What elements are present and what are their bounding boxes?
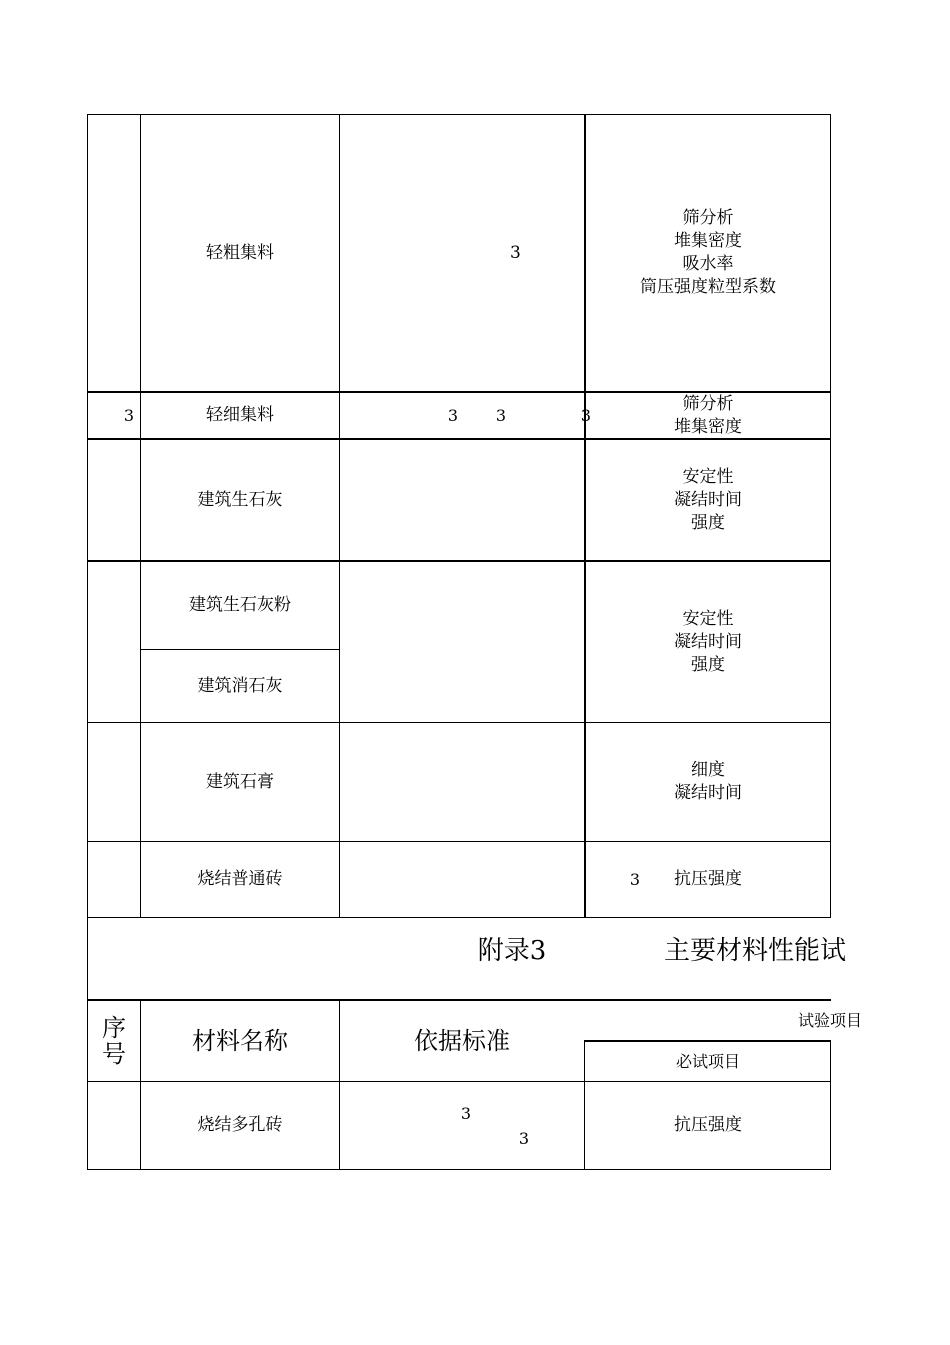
test-item: 安定性: [682, 608, 734, 629]
grid-line: [830, 114, 831, 917]
standard-value: 3: [495, 406, 507, 425]
seq-number: 3: [123, 406, 134, 425]
material-name-cell: [141, 562, 339, 649]
material-name-cell: [141, 440, 339, 560]
grid-line: [87, 114, 88, 917]
test-items-cell: [586, 723, 830, 841]
header-material-name: 材料名称: [192, 1026, 288, 1055]
standard-value: 3: [510, 242, 521, 263]
material-name: 烧结普通砖: [197, 869, 283, 889]
grid-line: [830, 1040, 831, 1169]
test-item: 堆集密度: [674, 231, 742, 251]
material-name-cell: [141, 650, 339, 722]
test-items-cell: [586, 562, 830, 722]
test-item: 吸水率: [682, 254, 734, 274]
test-item: 凝结时间: [674, 631, 742, 652]
test-item: 安定性: [682, 466, 734, 487]
seq-cell: [88, 393, 140, 438]
appendix-label: 附录3: [477, 935, 547, 966]
material-name: 建筑生石灰: [197, 489, 283, 510]
test-items-cell: [586, 115, 830, 391]
test-item: 凝结时间: [674, 783, 742, 803]
material-name: 建筑石膏: [206, 771, 274, 792]
header-test-items: 试验项目: [797, 1010, 862, 1030]
test-item: 堆集密度: [674, 416, 742, 437]
material-name-cell: [141, 723, 339, 841]
standard-value-clipped: 3: [580, 406, 591, 425]
test-items-cell: [586, 440, 830, 560]
standard-cell: [340, 115, 584, 391]
material-name: 建筑消石灰: [197, 675, 283, 696]
standard-value: 3: [460, 1103, 472, 1123]
test-item: 强度: [691, 654, 725, 675]
grid-line: [87, 1169, 831, 1170]
test-item: 抗压强度: [674, 869, 742, 889]
material-name-cell: [141, 393, 339, 438]
appendix-title: 主要材料性能试: [664, 935, 847, 966]
grid-line: [584, 1040, 585, 1169]
standard-value: 3: [447, 406, 459, 425]
material-name: 烧结多孔砖: [197, 1115, 283, 1135]
header-required-tests: 必试项目: [675, 1052, 740, 1071]
material-name-cell: [141, 1082, 339, 1169]
test-item: 凝结时间: [674, 489, 742, 510]
test-item-cell: [660, 842, 756, 917]
test-item: 筛分析: [682, 208, 734, 228]
test-item: 筛分析: [682, 393, 734, 414]
standard-value: 3: [518, 1128, 530, 1148]
test-item: 抗压强度: [674, 1115, 742, 1135]
material-name-cell: [141, 115, 339, 391]
header-standard: 依据标准: [414, 1026, 510, 1055]
material-name: 轻粗集料: [206, 242, 274, 263]
test-number: 3: [629, 870, 641, 889]
test-item: 强度: [691, 512, 725, 533]
material-name-cell: [141, 842, 339, 917]
test-item: 细度: [691, 760, 725, 780]
material-name: 建筑生石灰粉: [189, 595, 291, 615]
header-seq: 序 号: [102, 1014, 126, 1068]
material-name: 轻细集料: [206, 405, 274, 425]
test-items-cell: [586, 393, 830, 438]
test-item-cell: [586, 1082, 830, 1169]
test-item: 筒压强度粒型系数: [640, 277, 776, 297]
